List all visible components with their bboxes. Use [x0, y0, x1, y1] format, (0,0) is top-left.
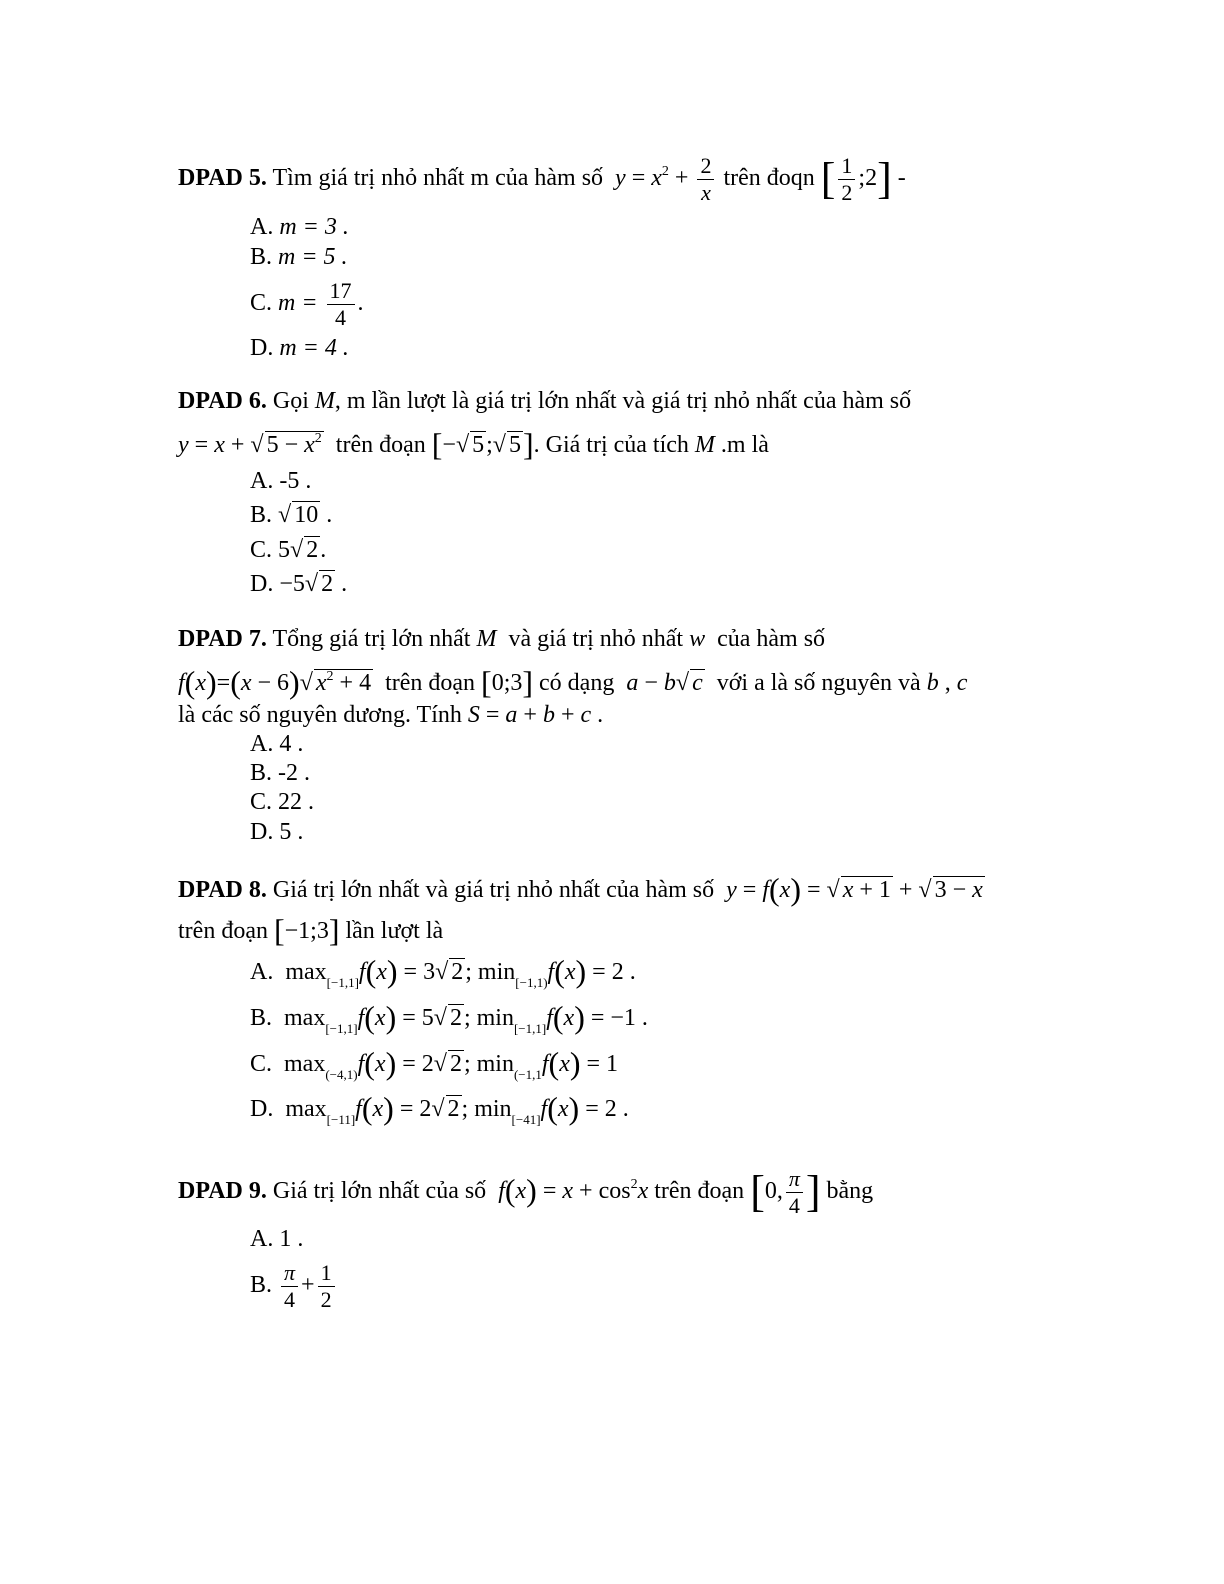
question-8-label: DPAD 8.: [178, 877, 267, 903]
question-5-label: DPAD 5.: [178, 165, 267, 192]
option-6d[interactable]: D. −5√ 2 .: [250, 571, 348, 597]
question-6-line2: y = x + √ $5 - x^2$ trên đoạn [−√ 5;√ 5]. Giá trị của tích M .m là: [178, 426, 769, 462]
question-5-formula: $y = x^2$ + $\frac{2}{x}$: [615, 165, 717, 191]
option-6c[interactable]: C. 5√ 2.: [250, 537, 327, 563]
option-7b[interactable]: B. -2 .: [250, 760, 310, 786]
option-8b[interactable]: B. $\max_{[-1,1]}f(x) = 5√$ 2; $\min_{[-1,1]}f(x) = -1$ .: [250, 999, 648, 1036]
question-7-label: DPAD 7.: [178, 626, 267, 652]
option-5d[interactable]: D. m = 4 .: [250, 335, 349, 361]
question-5-text: Tìm giá trị nhỏ nhất m của hàm số: [266, 165, 604, 192]
option-5c[interactable]: C. m = $\frac{17}{4}$ .: [250, 278, 364, 330]
option-7a[interactable]: A. 4 .: [250, 731, 304, 757]
option-8a[interactable]: A. $\max_{[-1,1]}f(x) = 3√$ 2; $\min_{[-1,1)}f(x) = 2$ .: [250, 953, 636, 990]
question-7-line3: là các số nguyên dương. Tính S = a + b + c .: [178, 702, 604, 728]
question-5-tail: trên đoqn: [723, 165, 815, 192]
question-9-label: DPAD 9.: [178, 1178, 267, 1205]
question-8-line1: DPAD 8. Giá trị lớn nhất và giá trị nhỏ nhất của hàm số y = f(x) = √ x + 1 + √ 3 − x: [178, 871, 983, 907]
option-5d-value: m = 4 .: [279, 335, 349, 361]
option-9a[interactable]: A. 1 .: [250, 1226, 304, 1252]
option-8d[interactable]: D. $\max_{[-11]}f(x) = 2√$ 2; $\min_{[-41]}f(x) = 2$ .: [250, 1090, 629, 1127]
option-7c[interactable]: C. 22 .: [250, 789, 315, 815]
question-6-label: DPAD 6.: [178, 388, 267, 414]
question-6-line1: DPAD 6. Gọi M, m lần lượt là giá trị lớn nhất và giá trị nhỏ nhất của hàm số: [178, 388, 912, 414]
question-7-line2: f(x)=(x − 6)√ $x^2 + 4$ trên đoạn [0;3] có dạng a − b√ c với a là số nguyên và b , c: [178, 664, 968, 700]
option-8c[interactable]: C. $\max_{(-4,1)}f(x) = 2√$ 2; $\min_{(-1,1}f(x) = 1$: [250, 1045, 619, 1082]
question-8-line2: trên đoạn [−1;3] lần lượt là: [178, 912, 444, 948]
question-5-interval: [ $\frac{1}{2}$ ;2]: [820, 153, 892, 205]
question-9-line1: DPAD 9. Giá trị lớn nhất của số $f(x) = x + \cos^2x$ trên đoạn [0, $\frac{\pi}{4}$ ] bằng: [178, 1166, 874, 1218]
option-5a[interactable]: A. m = 3 .: [250, 214, 349, 240]
option-9b[interactable]: B. $\frac{\pi}{4}$ + $\frac{1}{2}$: [250, 1262, 338, 1311]
option-5b[interactable]: B. m = 5 .: [250, 244, 348, 270]
option-5a-value: m = 3 .: [279, 214, 349, 240]
question-7-line1: DPAD 7. Tổng giá trị lớn nhất M và giá trị nhỏ nhất w của hàm số: [178, 626, 826, 652]
option-7d[interactable]: D. 5 .: [250, 819, 304, 845]
question-5-dash: -: [897, 165, 906, 192]
option-6b[interactable]: B. √ 10 .: [250, 502, 333, 528]
question-5: [178, 155, 1048, 204]
option-5b-value: m = 5 .: [278, 244, 348, 270]
option-6a[interactable]: A. -5 .: [250, 468, 312, 494]
